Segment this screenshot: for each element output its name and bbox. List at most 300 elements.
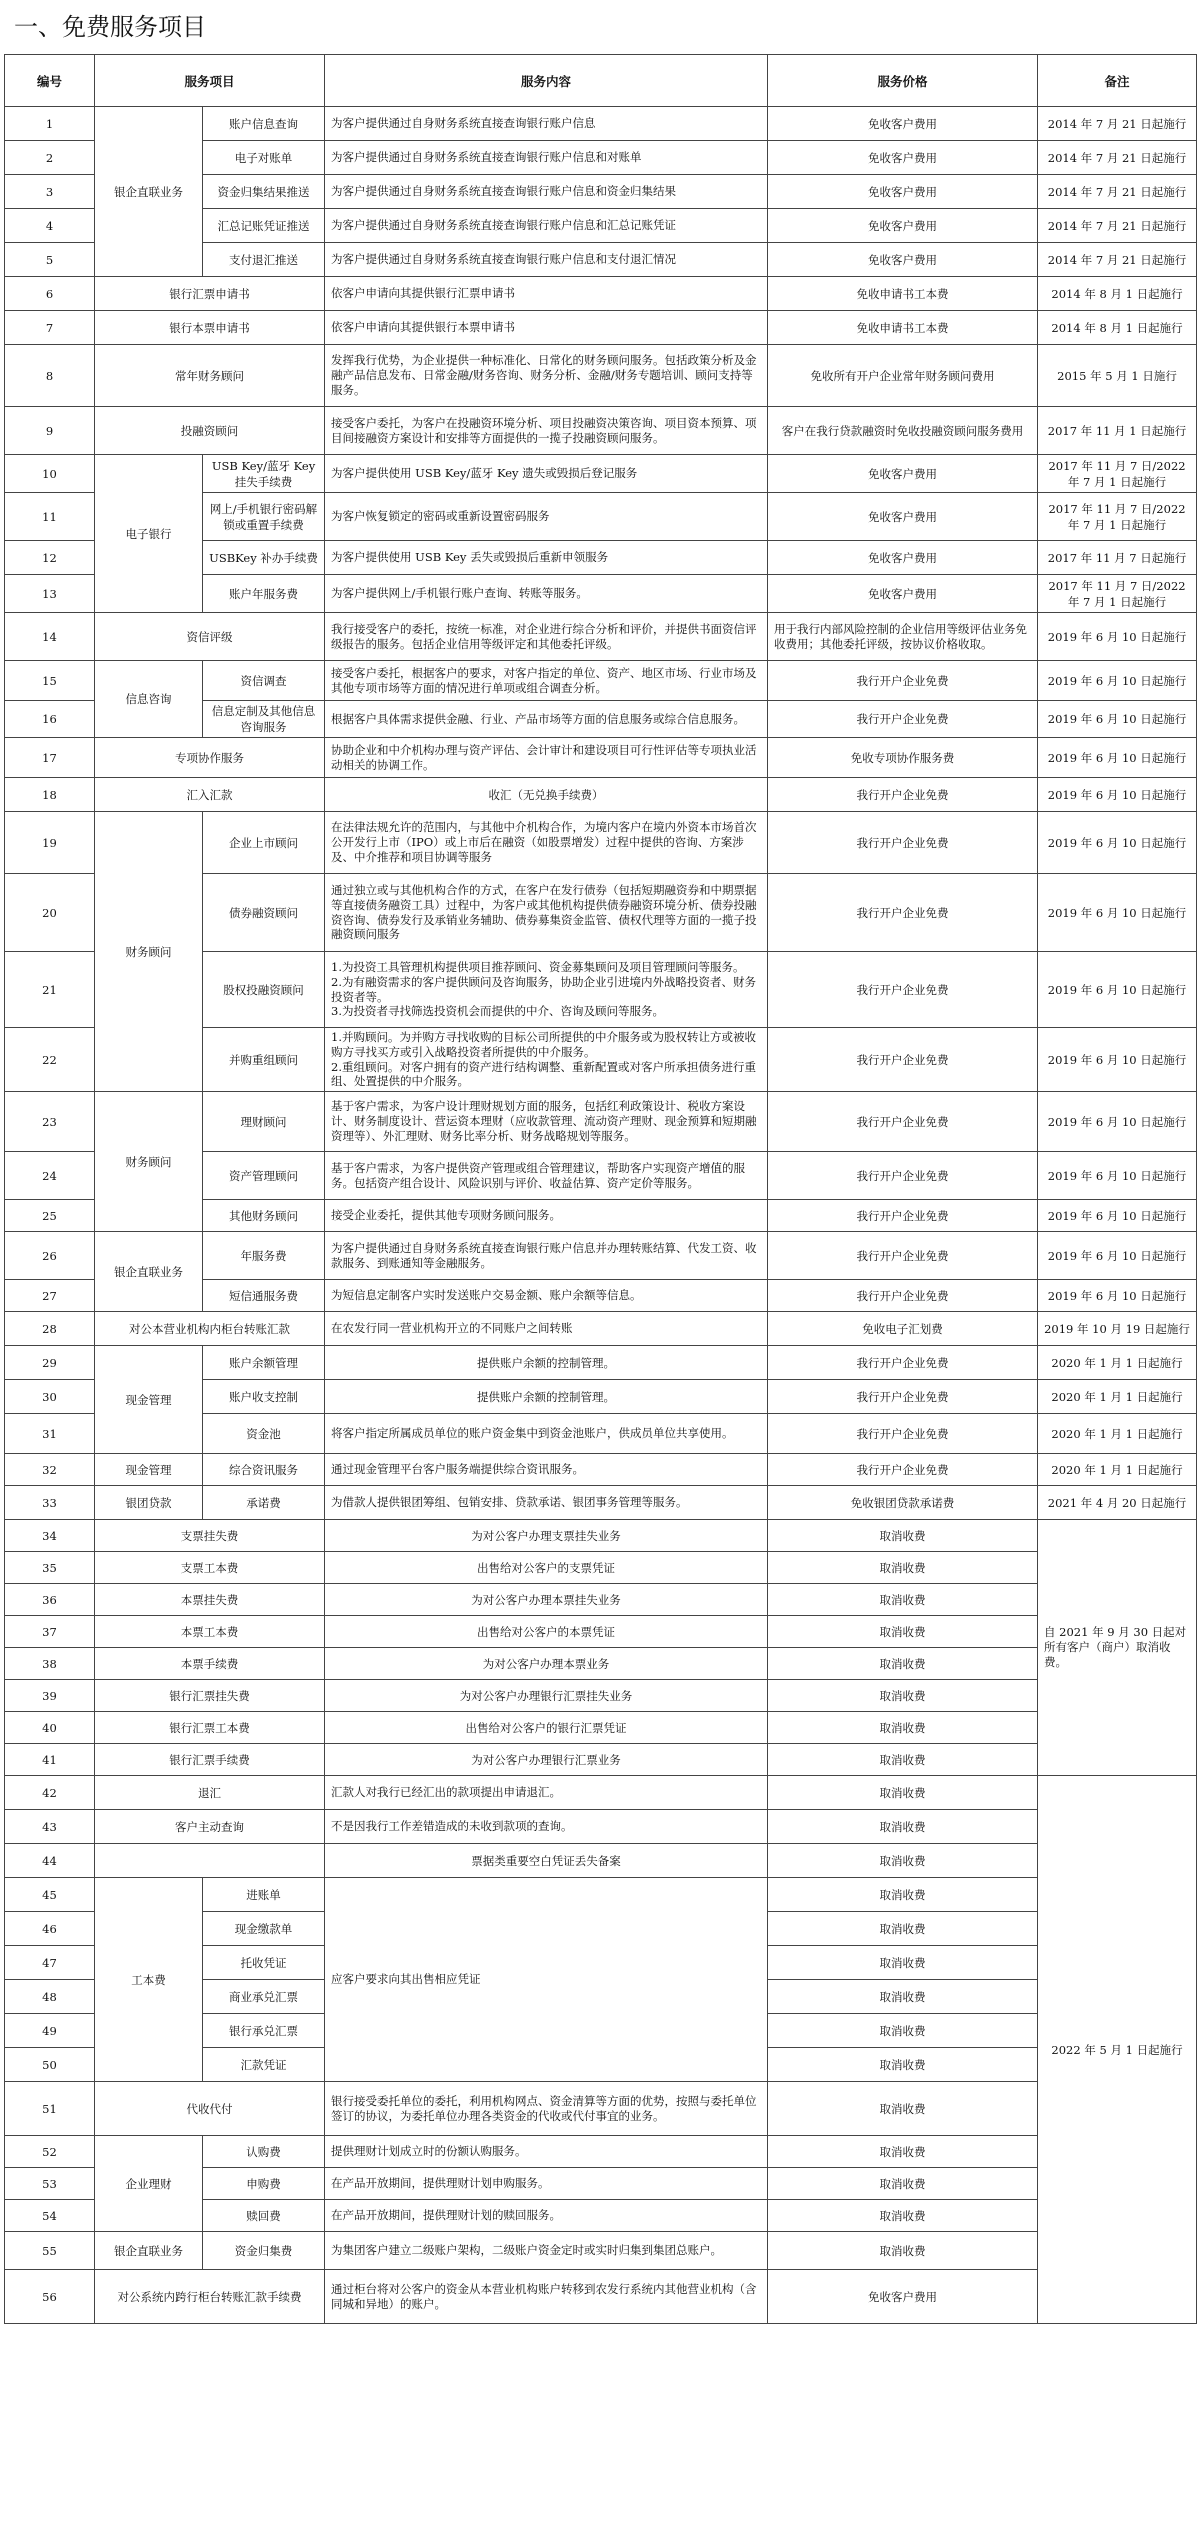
service-content: 接受客户委托，为客户在投融资环境分析、项目投融资决策咨询、项目资本预算、项目间接融资方案设计和安排等方面提供的一揽子投融资顾问服务。 <box>325 407 768 455</box>
service-price: 我行开户企业免费 <box>768 1200 1038 1232</box>
group-label: 现金管理 <box>95 1454 203 1486</box>
service-content: 在农发行同一营业机构开立的不同账户之间转账 <box>325 1312 768 1346</box>
service-price: 取消收费 <box>768 1712 1038 1744</box>
table-row <box>5 2232 1197 2270</box>
service-item: 股权投融资顾问 <box>203 952 325 1028</box>
remark: 2019 年 6 月 10 日起施行 <box>1038 661 1197 701</box>
table-row <box>5 407 1197 455</box>
table-row <box>5 812 1197 874</box>
remark: 2017 年 11 月 7 日/2022 年 7 月 1 日起施行 <box>1038 493 1197 541</box>
service-item: 汇总记账凭证推送 <box>203 209 325 243</box>
service-price: 我行开户企业免费 <box>768 778 1038 812</box>
row-number: 18 <box>5 778 95 812</box>
row-number: 42 <box>5 1776 95 1810</box>
header-item: 服务项目 <box>95 55 325 107</box>
remark: 2019 年 6 月 10 日起施行 <box>1038 1152 1197 1200</box>
service-item: 对公本营业机构内柜台转账汇款 <box>95 1312 325 1346</box>
service-content: 为对公客户办理银行汇票业务 <box>325 1744 768 1776</box>
service-price: 免收申请书工本费 <box>768 311 1038 345</box>
table-row <box>5 1810 1197 1844</box>
service-price: 用于我行内部风险控制的企业信用等级评估业务免收费用；其他委托评级，按协议价格收取。 <box>768 613 1038 661</box>
table-row <box>5 778 1197 812</box>
service-item: 资金归集费 <box>203 2232 325 2270</box>
service-item: 银行汇票申请书 <box>95 277 325 311</box>
service-price: 免收专项协作服务费 <box>768 738 1038 778</box>
service-content: 出售给对公客户的银行汇票凭证 <box>325 1712 768 1744</box>
remark: 2014 年 8 月 1 日起施行 <box>1038 311 1197 345</box>
table-row <box>5 661 1197 701</box>
service-content: 接受客户委托，根据客户的要求，对客户指定的单位、资产、地区市场、行业市场及其他专项市场等方面的情况进行单项或组合调查分析。 <box>325 661 768 701</box>
table-row <box>5 2136 1197 2168</box>
row-number: 32 <box>5 1454 95 1486</box>
service-price: 取消收费 <box>768 1912 1038 1946</box>
remark: 2019 年 6 月 10 日起施行 <box>1038 952 1197 1028</box>
service-price: 取消收费 <box>768 2200 1038 2232</box>
remark: 2019 年 6 月 10 日起施行 <box>1038 1280 1197 1312</box>
row-number: 53 <box>5 2168 95 2200</box>
remark: 2014 年 7 月 21 日起施行 <box>1038 141 1197 175</box>
service-content: 基于客户需求，为客户提供资产管理或组合管理建议，帮助客户实现资产增值的服务。包括资产组合设计、风险识别与评价、收益估算、资产定价等服务。 <box>325 1152 768 1200</box>
service-price: 取消收费 <box>768 2232 1038 2270</box>
row-number: 56 <box>5 2270 95 2324</box>
service-item: 信息定制及其他信息咨询服务 <box>203 701 325 738</box>
table-row <box>5 1712 1197 1744</box>
service-item: 投融资顾问 <box>95 407 325 455</box>
service-price: 取消收费 <box>768 1552 1038 1584</box>
group-label: 电子银行 <box>95 455 203 613</box>
table-row <box>5 1454 1197 1486</box>
remark: 2017 年 11 月 1 日起施行 <box>1038 407 1197 455</box>
remark: 2019 年 6 月 10 日起施行 <box>1038 1028 1197 1092</box>
service-content: 根据客户具体需求提供金融、行业、产品市场等方面的信息服务或综合信息服务。 <box>325 701 768 738</box>
row-number: 41 <box>5 1744 95 1776</box>
row-number: 28 <box>5 1312 95 1346</box>
service-content: 发挥我行优势，为企业提供一种标准化、日常化的财务顾问服务。包括政策分析及金融产品信息发布、日常金融/财务咨询、财务分析、金融/财务专题培训、顾问支持等服务。 <box>325 345 768 407</box>
service-price: 取消收费 <box>768 2048 1038 2082</box>
table-row <box>5 1616 1197 1648</box>
service-content: 为对公客户办理银行汇票挂失业务 <box>325 1680 768 1712</box>
row-number: 51 <box>5 2082 95 2136</box>
service-item: 支付退汇推送 <box>203 243 325 277</box>
group-label: 现金管理 <box>95 1346 203 1454</box>
remark: 2019 年 6 月 10 日起施行 <box>1038 874 1197 952</box>
service-content: 为客户恢复锁定的密码或重新设置密码服务 <box>325 493 768 541</box>
service-item: 资信调查 <box>203 661 325 701</box>
row-number: 31 <box>5 1414 95 1454</box>
service-item: 支票工本费 <box>95 1552 325 1584</box>
service-content: 通过现金管理平台客户服务端提供综合资讯服务。 <box>325 1454 768 1486</box>
service-content: 收汇（无兑换手续费） <box>325 778 768 812</box>
row-number: 23 <box>5 1092 95 1152</box>
service-price: 取消收费 <box>768 2082 1038 2136</box>
service-price: 免收客户费用 <box>768 493 1038 541</box>
service-content: 为客户提供通过自身财务系统直接查询银行账户信息并办理转账结算、代发工资、收款服务、到账通知等金融服务。 <box>325 1232 768 1280</box>
table-row <box>5 1552 1197 1584</box>
remark: 2017 年 11 月 7 日起施行 <box>1038 541 1197 575</box>
service-item: 申购费 <box>203 2168 325 2200</box>
table-row <box>5 1776 1197 1810</box>
row-number: 52 <box>5 2136 95 2168</box>
row-number: 34 <box>5 1520 95 1552</box>
service-price: 客户在我行贷款融资时免收投融资顾问服务费用 <box>768 407 1038 455</box>
header-price: 服务价格 <box>768 55 1038 107</box>
remark: 2021 年 4 月 20 日起施行 <box>1038 1486 1197 1520</box>
service-item: 账户信息查询 <box>203 107 325 141</box>
group-label: 银企直联业务 <box>95 2232 203 2270</box>
service-price: 我行开户企业免费 <box>768 1232 1038 1280</box>
remark: 2014 年 8 月 1 日起施行 <box>1038 277 1197 311</box>
row-number: 35 <box>5 1552 95 1584</box>
service-item: 汇款凭证 <box>203 2048 325 2082</box>
service-price: 取消收费 <box>768 1946 1038 1980</box>
service-price: 取消收费 <box>768 1648 1038 1680</box>
remark: 2015 年 5 月 1 日施行 <box>1038 345 1197 407</box>
group-label: 财务顾问 <box>95 1092 203 1232</box>
service-content: 1.并购顾问。为并购方寻找收购的目标公司所提供的中介服务或为股权转让方或被收购方寻找买方或引入战略投资者所提供的中介服务。 2.重组顾问。对客户拥有的资产进行结构调整、重新配置或对客户所承担债务进行重组、处置提供的中介服务。 <box>325 1028 768 1092</box>
table-row <box>5 1092 1197 1152</box>
row-number: 22 <box>5 1028 95 1092</box>
service-content: 为集团客户建立二级账户架构，二级账户资金定时或实时归集到集团总账户。 <box>325 2232 768 2270</box>
service-content: 依客户申请向其提供银行汇票申请书 <box>325 277 768 311</box>
row-number: 39 <box>5 1680 95 1712</box>
group-label: 银企直联业务 <box>95 107 203 277</box>
service-content: 为对公客户办理本票挂失业务 <box>325 1584 768 1616</box>
service-content: 票据类重要空白凭证丢失备案 <box>325 1844 768 1878</box>
service-price: 免收客户费用 <box>768 541 1038 575</box>
service-item: 账户年服务费 <box>203 575 325 613</box>
service-item: 专项协作服务 <box>95 738 325 778</box>
header-note: 备注 <box>1038 55 1197 107</box>
group-label: 企业理财 <box>95 2136 203 2232</box>
remark: 2014 年 7 月 21 日起施行 <box>1038 209 1197 243</box>
service-content: 出售给对公客户的支票凭证 <box>325 1552 768 1584</box>
service-price: 取消收费 <box>768 1878 1038 1912</box>
row-number: 2 <box>5 141 95 175</box>
row-number: 46 <box>5 1912 95 1946</box>
service-price: 免收电子汇划费 <box>768 1312 1038 1346</box>
row-number: 12 <box>5 541 95 575</box>
service-content: 在产品开放期间，提供理财计划的赎回服务。 <box>325 2200 768 2232</box>
service-content: 协助企业和中介机构办理与资产评估、会计审计和建设项目可行性评估等专项执业活动相关的协调工作。 <box>325 738 768 778</box>
row-number: 50 <box>5 2048 95 2082</box>
service-price: 取消收费 <box>768 1810 1038 1844</box>
service-price: 取消收费 <box>768 1616 1038 1648</box>
table-row <box>5 455 1197 493</box>
table-row <box>5 1878 1197 1912</box>
row-number: 47 <box>5 1946 95 1980</box>
service-price: 我行开户企业免费 <box>768 874 1038 952</box>
service-price: 取消收费 <box>768 1520 1038 1552</box>
row-number: 5 <box>5 243 95 277</box>
service-item: 并购重组顾问 <box>203 1028 325 1092</box>
table-row <box>5 1232 1197 1280</box>
page-title: 一、免费服务项目 <box>14 13 206 41</box>
service-price: 免收所有开户企业常年财务顾问费用 <box>768 345 1038 407</box>
row-number: 33 <box>5 1486 95 1520</box>
service-item: 本票挂失费 <box>95 1584 325 1616</box>
service-content: 汇款人对我行已经汇出的款项提出申请退汇。 <box>325 1776 768 1810</box>
service-item: 现金缴款单 <box>203 1912 325 1946</box>
row-number: 55 <box>5 2232 95 2270</box>
service-price: 我行开户企业免费 <box>768 1028 1038 1092</box>
service-content: 依客户申请向其提供银行本票申请书 <box>325 311 768 345</box>
service-item: 银行本票申请书 <box>95 311 325 345</box>
service-item: 商业承兑汇票 <box>203 1980 325 2014</box>
remark: 2017 年 11 月 7 日/2022 年 7 月 1 日起施行 <box>1038 455 1197 493</box>
row-number: 21 <box>5 952 95 1028</box>
service-price: 免收客户费用 <box>768 2270 1038 2324</box>
remark: 2019 年 6 月 10 日起施行 <box>1038 1200 1197 1232</box>
row-number: 15 <box>5 661 95 701</box>
table-row <box>5 107 1197 141</box>
row-number: 40 <box>5 1712 95 1744</box>
service-price: 取消收费 <box>768 1744 1038 1776</box>
group-label: 信息咨询 <box>95 661 203 738</box>
remark: 2019 年 6 月 10 日起施行 <box>1038 701 1197 738</box>
service-item: USB Key/蓝牙 Key 挂失手续费 <box>203 455 325 493</box>
service-price: 我行开户企业免费 <box>768 701 1038 738</box>
service-item: 认购费 <box>203 2136 325 2168</box>
service-price: 免收客户费用 <box>768 209 1038 243</box>
remark: 2017 年 11 月 7 日/2022 年 7 月 1 日起施行 <box>1038 575 1197 613</box>
service-price: 免收银团贷款承诺费 <box>768 1486 1038 1520</box>
service-item: 综合资讯服务 <box>203 1454 325 1486</box>
row-number: 37 <box>5 1616 95 1648</box>
row-number: 30 <box>5 1380 95 1414</box>
service-price: 我行开户企业免费 <box>768 812 1038 874</box>
table-row <box>5 1486 1197 1520</box>
row-number: 1 <box>5 107 95 141</box>
row-number: 54 <box>5 2200 95 2232</box>
table-row <box>5 613 1197 661</box>
table-row <box>5 1346 1197 1380</box>
row-number: 36 <box>5 1584 95 1616</box>
service-content: 为客户提供通过自身财务系统直接查询银行账户信息和支付退汇情况 <box>325 243 768 277</box>
service-item: USBKey 补办手续费 <box>203 541 325 575</box>
row-number: 6 <box>5 277 95 311</box>
service-price: 免收客户费用 <box>768 455 1038 493</box>
row-number: 44 <box>5 1844 95 1878</box>
service-item: 赎回费 <box>203 2200 325 2232</box>
service-content: 在法律法规允许的范围内，与其他中介机构合作，为境内客户在境内外资本市场首次公开发行上市（IPO）或上市后在融资（如股票增发）过程中提供的咨询、方案涉及、中介推荐和项目协调等服务 <box>325 812 768 874</box>
service-item <box>95 1844 325 1878</box>
remark: 2020 年 1 月 1 日起施行 <box>1038 1380 1197 1414</box>
service-item: 退汇 <box>95 1776 325 1810</box>
remark: 2020 年 1 月 1 日起施行 <box>1038 1414 1197 1454</box>
remark: 2020 年 1 月 1 日起施行 <box>1038 1346 1197 1380</box>
row-number: 13 <box>5 575 95 613</box>
service-item: 电子对账单 <box>203 141 325 175</box>
service-item: 本票手续费 <box>95 1648 325 1680</box>
service-item: 银行汇票挂失费 <box>95 1680 325 1712</box>
row-number: 9 <box>5 407 95 455</box>
header-no: 编号 <box>5 55 95 107</box>
service-price: 取消收费 <box>768 1844 1038 1878</box>
service-item: 资信评级 <box>95 613 325 661</box>
row-number: 45 <box>5 1878 95 1912</box>
service-price: 我行开户企业免费 <box>768 1092 1038 1152</box>
service-content: 为客户提供通过自身财务系统直接查询银行账户信息和资金归集结果 <box>325 175 768 209</box>
table-header-row <box>5 55 1197 107</box>
remark: 2019 年 6 月 10 日起施行 <box>1038 738 1197 778</box>
service-item: 资金池 <box>203 1414 325 1454</box>
service-content: 通过柜台将对公客户的资金从本营业机构账户转移到农发行系统内其他营业机构（含同城和异地）的账户。 <box>325 2270 768 2324</box>
service-item: 托收凭证 <box>203 1946 325 1980</box>
service-content: 出售给对公客户的本票凭证 <box>325 1616 768 1648</box>
service-content: 我行接受客户的委托，按统一标准，对企业进行综合分析和评价，并提供书面资信评级报告的服务。包括企业信用等级评定和其他委托评级。 <box>325 613 768 661</box>
service-item: 资产管理顾问 <box>203 1152 325 1200</box>
row-number: 10 <box>5 455 95 493</box>
table-row <box>5 738 1197 778</box>
remark: 2020 年 1 月 1 日起施行 <box>1038 1454 1197 1486</box>
row-number: 19 <box>5 812 95 874</box>
row-number: 38 <box>5 1648 95 1680</box>
service-price: 取消收费 <box>768 2136 1038 2168</box>
service-content: 为客户提供通过自身财务系统直接查询银行账户信息和对账单 <box>325 141 768 175</box>
group-label: 银企直联业务 <box>95 1232 203 1312</box>
row-number: 25 <box>5 1200 95 1232</box>
service-item: 对公系统内跨行柜台转账汇款手续费 <box>95 2270 325 2324</box>
service-price: 我行开户企业免费 <box>768 1280 1038 1312</box>
service-item: 汇入汇款 <box>95 778 325 812</box>
service-item: 代收代付 <box>95 2082 325 2136</box>
row-number: 7 <box>5 311 95 345</box>
service-item: 账户收支控制 <box>203 1380 325 1414</box>
service-item: 进账单 <box>203 1878 325 1912</box>
service-price: 免收客户费用 <box>768 141 1038 175</box>
remark: 2019 年 10 月 19 日起施行 <box>1038 1312 1197 1346</box>
service-item: 年服务费 <box>203 1232 325 1280</box>
service-price: 免收客户费用 <box>768 175 1038 209</box>
table-row <box>5 1584 1197 1616</box>
row-number: 11 <box>5 493 95 541</box>
service-content: 为客户提供使用 USB Key/蓝牙 Key 遗失或毁损后登记服务 <box>325 455 768 493</box>
row-number: 20 <box>5 874 95 952</box>
remark: 2019 年 6 月 10 日起施行 <box>1038 613 1197 661</box>
service-item: 银行汇票手续费 <box>95 1744 325 1776</box>
service-item: 银行承兑汇票 <box>203 2014 325 2048</box>
service-content: 为对公客户办理支票挂失业务 <box>325 1520 768 1552</box>
service-item: 短信通服务费 <box>203 1280 325 1312</box>
row-number: 24 <box>5 1152 95 1200</box>
table-row <box>5 345 1197 407</box>
service-content: 1.为投资工具管理机构提供项目推荐顾问、资金募集顾问及项目管理顾问等服务。 2.为有融资需求的客户提供顾问及咨询服务，协助企业引进境内外战略投资者、财务投资者等。 3.为投资者寻找筛选投资机会而提供的中介、咨询及顾问等服务。 <box>325 952 768 1028</box>
service-price: 我行开户企业免费 <box>768 1346 1038 1380</box>
remark: 2019 年 6 月 10 日起施行 <box>1038 812 1197 874</box>
service-content: 为客户提供通过自身财务系统直接查询银行账户信息和汇总记账凭证 <box>325 209 768 243</box>
service-content: 银行接受委托单位的委托，利用机构网点、资金清算等方面的优势，按照与委托单位签订的协议，为委托单位办理各类资金的代收或代付事宜的业务。 <box>325 2082 768 2136</box>
row-number: 17 <box>5 738 95 778</box>
service-item: 其他财务顾问 <box>203 1200 325 1232</box>
service-item: 理财顾问 <box>203 1092 325 1152</box>
service-content: 提供账户余额的控制管理。 <box>325 1346 768 1380</box>
service-price: 免收客户费用 <box>768 575 1038 613</box>
service-price: 取消收费 <box>768 1680 1038 1712</box>
table-row <box>5 1844 1197 1878</box>
service-content: 应客户要求向其出售相应凭证 <box>325 1878 768 2082</box>
group-label: 银团贷款 <box>95 1486 203 1520</box>
service-item: 资金归集结果推送 <box>203 175 325 209</box>
service-price: 我行开户企业免费 <box>768 1152 1038 1200</box>
table-row <box>5 311 1197 345</box>
service-price: 我行开户企业免费 <box>768 1414 1038 1454</box>
service-item: 银行汇票工本费 <box>95 1712 325 1744</box>
service-price: 我行开户企业免费 <box>768 952 1038 1028</box>
service-content: 基于客户需求，为客户设计理财规划方面的服务，包括红利政策设计、税收方案设计、财务制度设计、营运资本理财（应收款管理、流动资产理财、现金预算和短期融资理等）、外汇理财、财务比率分析、财务战略规划等服务。 <box>325 1092 768 1152</box>
service-content: 为客户提供使用 USB Key 丢失或毁损后重新申领服务 <box>325 541 768 575</box>
row-number: 4 <box>5 209 95 243</box>
service-item: 本票工本费 <box>95 1616 325 1648</box>
service-content: 为短信息定制客户实时发送账户交易金额、账户余额等信息。 <box>325 1280 768 1312</box>
header-content: 服务内容 <box>325 55 768 107</box>
remark: 2022 年 5 月 1 日起施行 <box>1038 1776 1197 2324</box>
row-number: 48 <box>5 1980 95 2014</box>
service-content: 为客户提供通过自身财务系统直接查询银行账户信息 <box>325 107 768 141</box>
row-number: 14 <box>5 613 95 661</box>
table-row <box>5 277 1197 311</box>
service-content: 通过独立或与其他机构合作的方式，在客户在发行债券（包括短期融资券和中期票据等直接债务融资工具）过程中，为客户或其他机构提供债券融资环境分析、债券投融资咨询、债券发行及承销业务辅助、债券募集资金监管、债权代理等方面的一揽子投融资顾问服务 <box>325 874 768 952</box>
group-label: 财务顾问 <box>95 812 203 1092</box>
service-content: 在产品开放期间，提供理财计划申购服务。 <box>325 2168 768 2200</box>
service-item: 债券融资顾问 <box>203 874 325 952</box>
remark: 2019 年 6 月 10 日起施行 <box>1038 1232 1197 1280</box>
service-content: 将客户指定所属成员单位的账户资金集中到资金池账户，供成员单位共享使用。 <box>325 1414 768 1454</box>
table-row <box>5 2270 1197 2324</box>
fee-table <box>4 54 1197 2324</box>
service-content: 接受企业委托，提供其他专项财务顾问服务。 <box>325 1200 768 1232</box>
row-number: 26 <box>5 1232 95 1280</box>
table-row <box>5 1680 1197 1712</box>
service-price: 我行开户企业免费 <box>768 1454 1038 1486</box>
service-price: 取消收费 <box>768 1584 1038 1616</box>
service-item: 网上/手机银行密码解锁或重置手续费 <box>203 493 325 541</box>
service-item: 承诺费 <box>203 1486 325 1520</box>
remark: 2019 年 6 月 10 日起施行 <box>1038 1092 1197 1152</box>
service-price: 取消收费 <box>768 2168 1038 2200</box>
remark: 自 2021 年 9 月 30 日起对所有客户（商户）取消收费。 <box>1038 1520 1197 1776</box>
remark: 2019 年 6 月 10 日起施行 <box>1038 778 1197 812</box>
row-number: 3 <box>5 175 95 209</box>
group-label: 工本费 <box>95 1878 203 2082</box>
service-price: 取消收费 <box>768 2014 1038 2048</box>
service-item: 支票挂失费 <box>95 1520 325 1552</box>
table-row <box>5 1648 1197 1680</box>
row-number: 27 <box>5 1280 95 1312</box>
remark: 2014 年 7 月 21 日起施行 <box>1038 175 1197 209</box>
row-number: 43 <box>5 1810 95 1844</box>
service-item: 常年财务顾问 <box>95 345 325 407</box>
service-content: 为客户提供网上/手机银行账户查询、转账等服务。 <box>325 575 768 613</box>
service-price: 免收申请书工本费 <box>768 277 1038 311</box>
service-price: 取消收费 <box>768 1776 1038 1810</box>
table-row <box>5 2082 1197 2136</box>
table-row <box>5 1744 1197 1776</box>
service-content: 提供账户余额的控制管理。 <box>325 1380 768 1414</box>
remark: 2014 年 7 月 21 日起施行 <box>1038 243 1197 277</box>
service-price: 取消收费 <box>768 1980 1038 2014</box>
service-price: 我行开户企业免费 <box>768 661 1038 701</box>
row-number: 49 <box>5 2014 95 2048</box>
service-content: 不是因我行工作差错造成的未收到款项的查询。 <box>325 1810 768 1844</box>
service-content: 为借款人提供银团筹组、包销安排、贷款承诺、银团事务管理等服务。 <box>325 1486 768 1520</box>
service-price: 免收客户费用 <box>768 243 1038 277</box>
row-number: 16 <box>5 701 95 738</box>
service-item: 账户余额管理 <box>203 1346 325 1380</box>
service-item: 客户主动查询 <box>95 1810 325 1844</box>
remark: 2014 年 7 月 21 日起施行 <box>1038 107 1197 141</box>
row-number: 8 <box>5 345 95 407</box>
service-item: 企业上市顾问 <box>203 812 325 874</box>
